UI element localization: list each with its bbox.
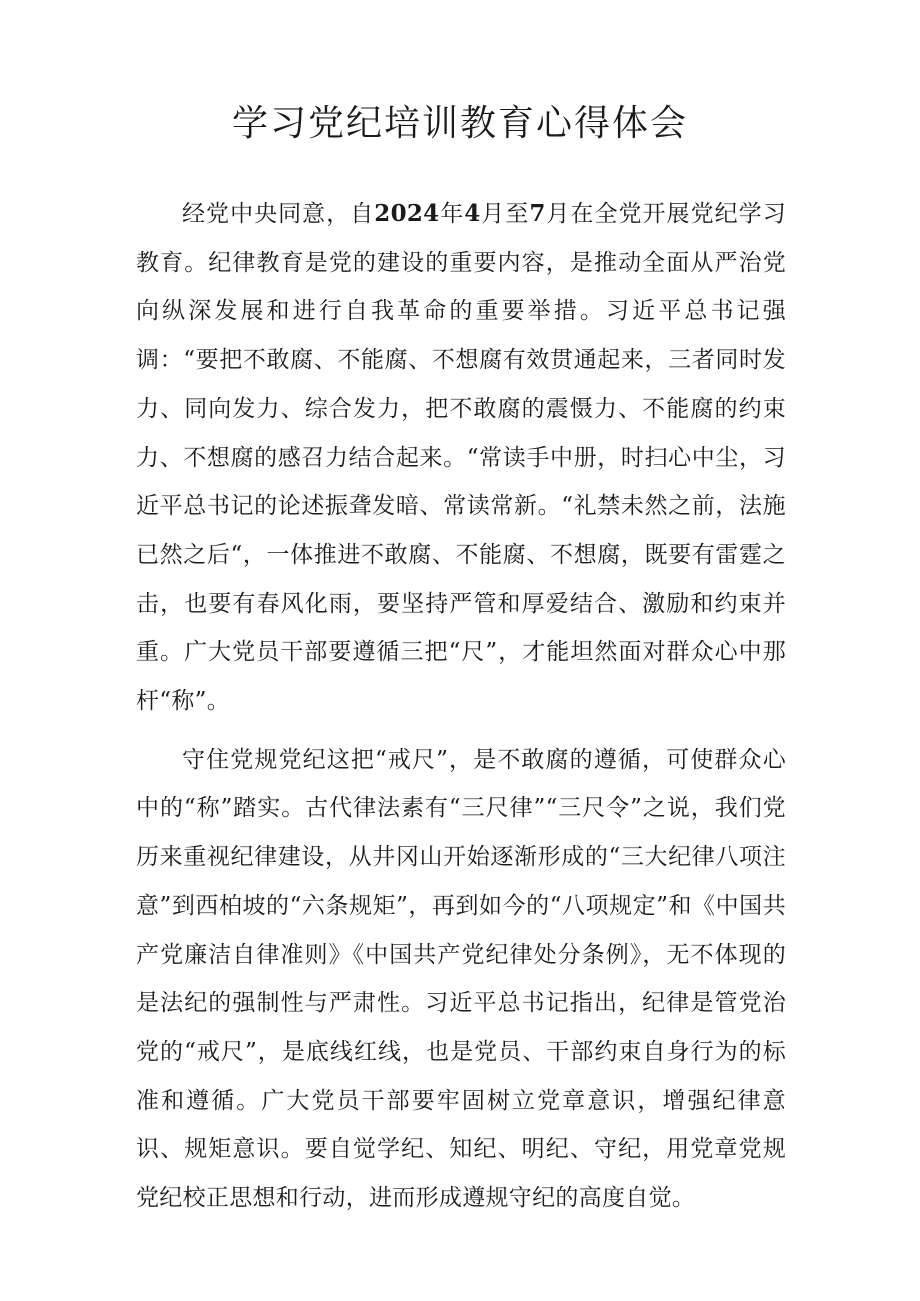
paragraph-2: 守住党规党纪这把“戒尺”，是不敢腐的遵循，可使群众心中的“称”踏实。古代律法素有“三尺律”“三尺令”之说，我们党历来重视纪律建设，从井冈山开始逐渐形成的“三大纪律八项注意”到西柏坡的“六条规矩”，再到如今的“八项规定”和《中国共产党廉洁自律准则》《中国共产党纪律处分条例》，无不体现的是法纪的强制性与严肃性。习近平总书记指出，纪律是管党治党的“戒尺”，是底线红线，也是党员、干部约束自身行为的标准和遵循。广大党员干部要牢固树立党章意识，增强纪律意识、规矩意识。要自觉学纪、知纪、明纪、守纪，用党章党规党纪校正思想和行动，进而形成遵规守纪的高度自觉。 [136, 746, 786, 1212]
document-title: 学习党纪培训教育心得体会 [231, 103, 688, 144]
document-body [136, 190, 786, 1233]
paragraph-1: 经党中央同意，自2024年4月至7月在全党开展党纪学习教育。纪律教育是党的建设的重要内容，是推动全面从严治党向纵深发展和进行自我革命的重要举措。习近平总书记强调：“要把不敢腐、不能腐、不想腐有效贯通起来，三者同时发力、同向发力、综合发力，把不敢腐的震慑力、不能腐的约束力、不想腐的感召力结合起来。“常读手中册，时扫心中尘，习近平总书记的论述振聋发暗、常读常新。“礼禁未然之前，法施已然之后“，一体推进不敢腐、不能腐、不想腐，既要有雷霆之击，也要有春风化雨，要坚持严管和厚爱结合、激励和约束并重。广大党员干部要遵循三把“尺”，才能坦然面对群众心中那杆“称”。 [136, 200, 786, 715]
